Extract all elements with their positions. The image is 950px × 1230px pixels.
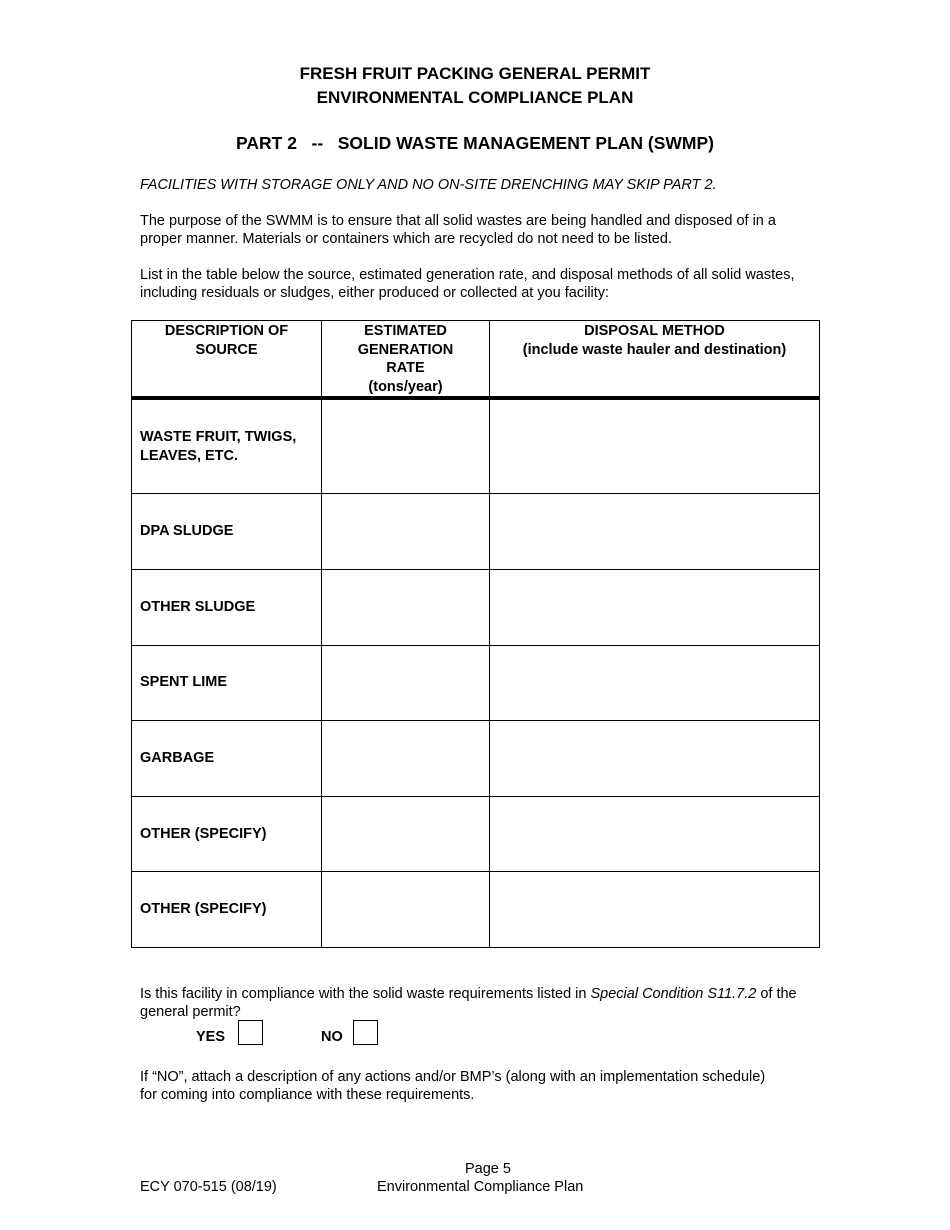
table-row <box>132 796 820 872</box>
source-cell: OTHER (SPECIFY) <box>132 796 322 872</box>
header-text: RATE <box>386 360 425 376</box>
header-text: DESCRIPTION OF <box>164 323 289 339</box>
header-text: ESTIMATED <box>364 323 447 339</box>
noncompliance-instructions: If “NO”, attach a description of any actions and/or BMP’s (along with an implementation schedule) for coming into compliance with these requirements. <box>140 1069 766 1103</box>
generation-rate-cell[interactable] <box>322 872 490 948</box>
form-id: ECY 070-515 (08/19) <box>140 1179 277 1195</box>
question-text: of the general permit? <box>140 986 797 1020</box>
table-row <box>132 872 820 948</box>
header-text: GENERATION <box>357 341 454 358</box>
no-label: NO <box>321 1029 343 1045</box>
header-text: (include waste hauler and destination) <box>522 341 787 358</box>
generation-rate-cell[interactable] <box>322 645 490 721</box>
document-title-line1: FRESH FRUIT PACKING GENERAL PERMIT <box>299 64 651 83</box>
source-label: LEAVES, ETC. <box>140 447 239 464</box>
source-cell: GARBAGE <box>132 721 322 797</box>
header-text: SOURCE <box>195 341 258 358</box>
yes-label: YES <box>196 1029 226 1045</box>
source-cell <box>132 398 322 494</box>
header-description-of-source <box>132 321 322 399</box>
solid-waste-table <box>131 320 820 948</box>
no-checkbox[interactable] <box>353 1020 378 1045</box>
table-row <box>132 494 820 570</box>
generation-rate-cell[interactable] <box>322 721 490 797</box>
header-estimated-generation-rate <box>322 321 490 399</box>
part-title <box>0 131 950 155</box>
source-cell: DPA SLUDGE <box>132 494 322 570</box>
footer-document-name: Environmental Compliance Plan <box>377 1179 584 1195</box>
generation-rate-cell[interactable] <box>322 398 490 494</box>
table-header-row <box>132 321 820 399</box>
disposal-method-cell[interactable] <box>490 645 820 721</box>
purpose-paragraph: The purpose of the SWMM is to ensure that all solid wastes are being handled and disposed of in a proper manner. Materials or containers which are recycled do not need to be listed. <box>140 213 776 247</box>
table-row <box>132 398 820 494</box>
skip-note: FACILITIES WITH STORAGE ONLY AND NO ON-SITE DRENCHING MAY SKIP PART 2. <box>140 177 717 193</box>
special-condition-reference: Special Condition S11.7.2 <box>590 986 757 1002</box>
table-row <box>132 569 820 645</box>
part-title-text: PART 2 -- SOLID WASTE MANAGEMENT PLAN (SWMP) <box>236 133 714 153</box>
document-title-line2: ENVIRONMENTAL COMPLIANCE PLAN <box>316 88 634 107</box>
disposal-method-cell[interactable] <box>490 721 820 797</box>
header-text: DISPOSAL METHOD <box>584 323 725 339</box>
question-text: Is this facility in compliance with the solid waste requirements listed in <box>140 986 591 1002</box>
source-cell: OTHER (SPECIFY) <box>132 872 322 948</box>
generation-rate-cell[interactable] <box>322 796 490 872</box>
table-row <box>132 721 820 797</box>
source-cell: OTHER SLUDGE <box>132 569 322 645</box>
disposal-method-cell[interactable] <box>490 796 820 872</box>
compliance-question <box>140 985 830 1021</box>
table-row <box>132 645 820 721</box>
disposal-method-cell[interactable] <box>490 398 820 494</box>
instructions-paragraph: List in the table below the source, estimated generation rate, and disposal methods of all solid wastes, including residuals or sludges, either produced or collected at you facility: <box>140 267 795 301</box>
header-text: (tons/year) <box>368 378 443 395</box>
source-label: WASTE FRUIT, TWIGS, <box>140 428 297 445</box>
yes-checkbox[interactable] <box>238 1020 263 1045</box>
source-cell: SPENT LIME <box>132 645 322 721</box>
header-disposal-method <box>490 321 820 399</box>
disposal-method-cell[interactable] <box>490 872 820 948</box>
disposal-method-cell[interactable] <box>490 494 820 570</box>
disposal-method-cell[interactable] <box>490 569 820 645</box>
generation-rate-cell[interactable] <box>322 494 490 570</box>
generation-rate-cell[interactable] <box>322 569 490 645</box>
page-number: Page 5 <box>465 1161 511 1177</box>
